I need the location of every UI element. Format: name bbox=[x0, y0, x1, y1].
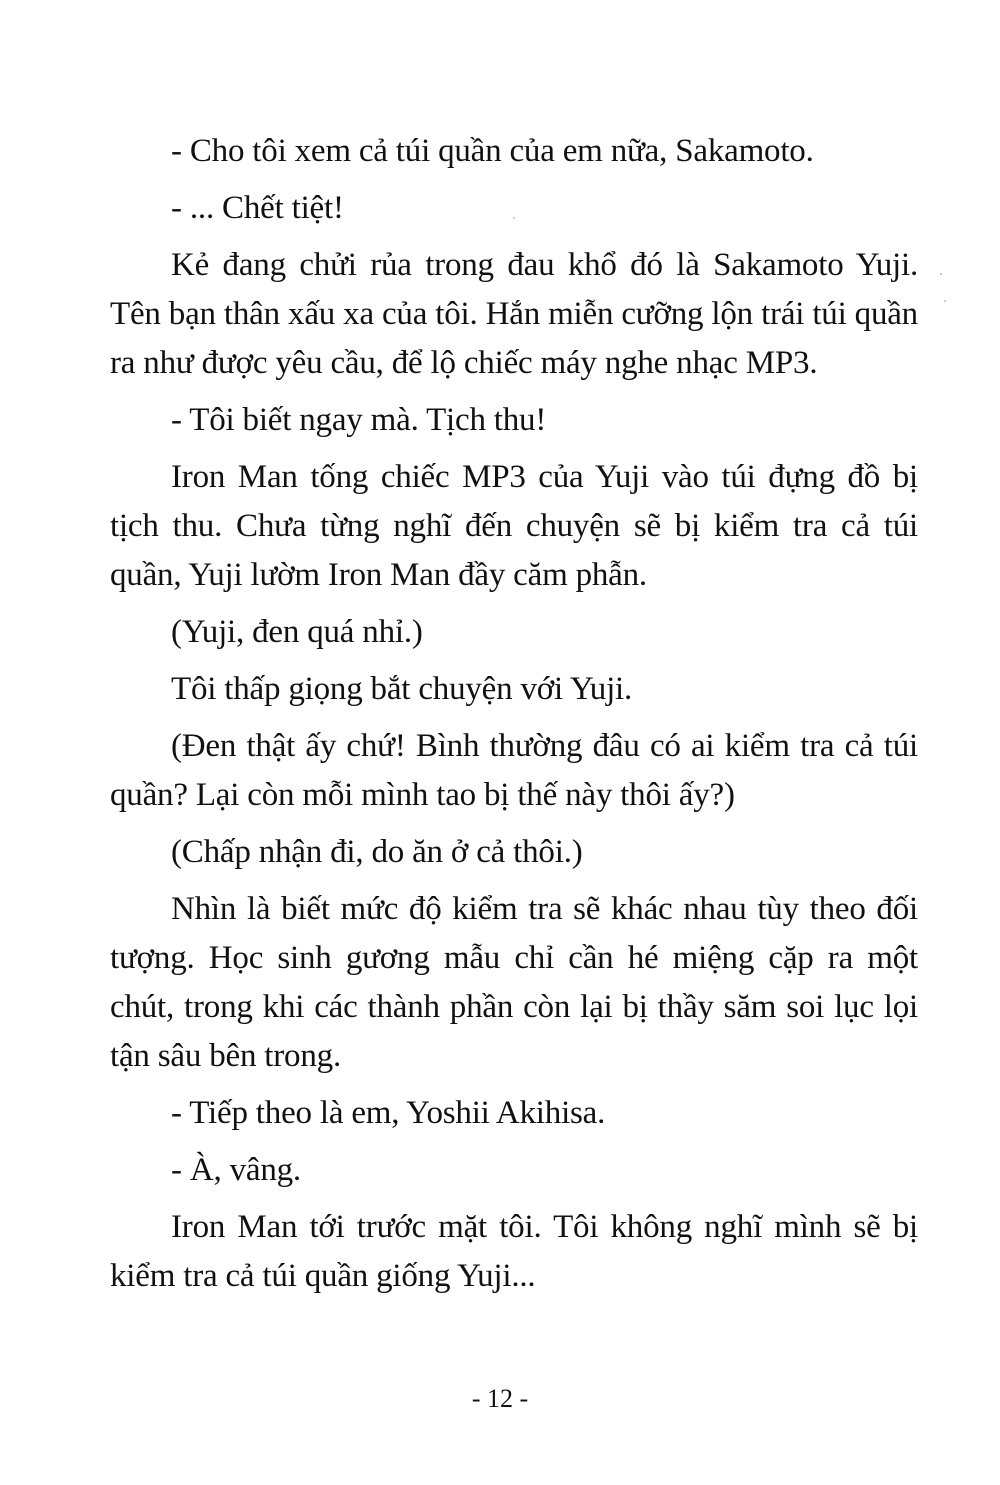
narrative-paragraph: Iron Man tống chiếc MP3 của Yuji vào túi đựng đồ bị tịch thu. Chưa từng nghĩ đến chuyện sẽ bị kiểm tra cả túi quần, Yuji lườm Iron Man đầy căm phẫn. bbox=[110, 459, 918, 593]
scan-speck bbox=[513, 217, 515, 219]
thought-line: (Đen thật ấy chứ! Bình thường đâu có ai kiểm tra cả túi quần? Lại còn mỗi mình tao bị thế này thôi ấy?) bbox=[110, 728, 918, 813]
scan-speck bbox=[940, 273, 942, 275]
thought-line: (Chấp nhận đi, do ăn ở cả thôi.) bbox=[171, 834, 583, 870]
narrative-paragraph: Kẻ đang chửi rủa trong đau khổ đó là Sakamoto Yuji. Tên bạn thân xấu xa của tôi. Hắn miễn cưỡng lộn trái túi quần ra như được yêu cầu, để lộ chiếc máy nghe nhạc MP3. bbox=[110, 247, 918, 381]
thought-line: (Yuji, đen quá nhỉ.) bbox=[171, 614, 423, 650]
dialogue-line: - Tiếp theo là em, Yoshii Akihisa. bbox=[171, 1095, 606, 1131]
dialogue-line: - ... Chết tiệt! bbox=[171, 190, 344, 226]
narrative-paragraph: Nhìn là biết mức độ kiểm tra sẽ khác nhau tùy theo đối tượng. Học sinh gương mẫu chỉ cần hé miệng cặp ra một chút, trong khi các thành phần còn lại bị thầy săm soi lục lọi tận sâu bên trong. bbox=[110, 891, 918, 1074]
dialogue-line: - À, vâng. bbox=[171, 1152, 301, 1188]
narrative-paragraph: Iron Man tới trước mặt tôi. Tôi không nghĩ mình sẽ bị kiểm tra cả túi quần giống Yuji... bbox=[110, 1209, 918, 1294]
scan-speck bbox=[944, 300, 946, 302]
narrative-paragraph: Tôi thấp giọng bắt chuyện với Yuji. bbox=[171, 671, 633, 707]
page-number: - 12 - bbox=[471, 1384, 529, 1413]
book-page-body bbox=[110, 127, 918, 1309]
dialogue-line: - Tôi biết ngay mà. Tịch thu! bbox=[171, 402, 547, 438]
dialogue-line: - Cho tôi xem cả túi quần của em nữa, Sakamoto. bbox=[171, 133, 814, 169]
